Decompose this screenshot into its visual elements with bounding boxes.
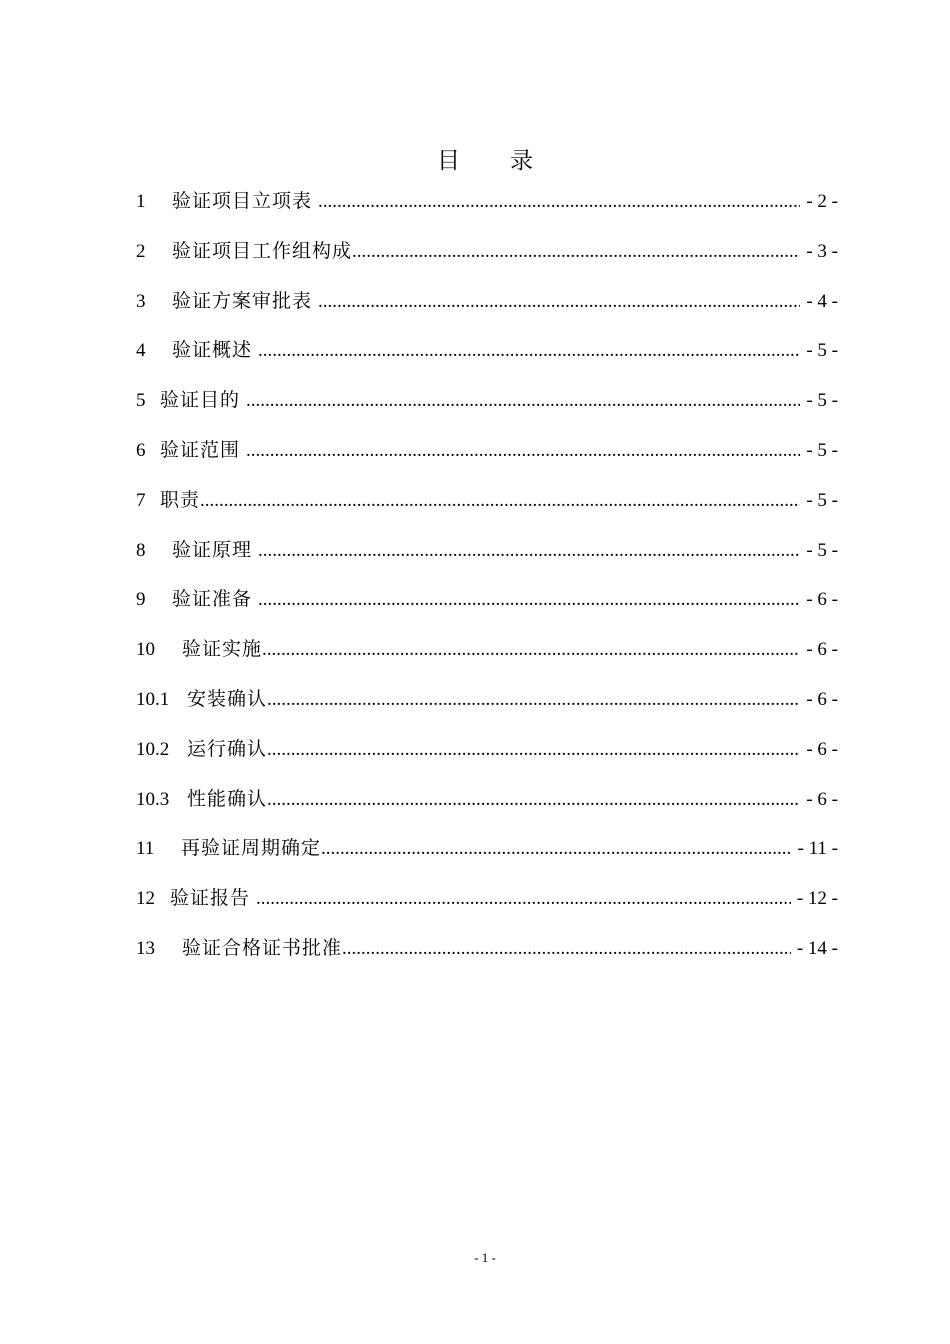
toc-dot-leader — [258, 585, 800, 615]
toc-entry-title: 验证合格证书批准 — [182, 936, 343, 959]
toc-entry-title: 性能确认 — [187, 787, 268, 810]
toc-dot-leader — [258, 536, 800, 566]
toc-entry-page: - 4 - — [806, 290, 838, 312]
toc-dot-leader — [342, 934, 791, 964]
toc-entry-page: - 2 - — [806, 191, 838, 212]
toc-entry-page: - 6 - — [806, 688, 838, 710]
table-of-contents — [136, 186, 838, 983]
toc-entry-number: 4 — [136, 340, 146, 362]
toc-entry[interactable] — [136, 933, 838, 983]
toc-entry[interactable] — [136, 385, 838, 435]
toc-entry[interactable] — [136, 634, 838, 684]
title-char-left: 目 — [437, 148, 460, 174]
toc-entry-title: 验证概述 — [172, 339, 253, 362]
toc-entry-title: 验证范围 — [160, 438, 241, 461]
toc-entry[interactable] — [136, 734, 838, 784]
toc-dot-leader — [256, 884, 791, 914]
toc-dot-leader — [267, 735, 800, 765]
toc-entry-title: 安装确认 — [187, 687, 268, 710]
toc-entry-page: - 6 - — [806, 589, 838, 611]
toc-entry-title: 验证报告 — [170, 887, 251, 910]
toc-entry-title: 验证准备 — [172, 588, 253, 611]
toc-entry[interactable] — [136, 286, 838, 336]
toc-entry-title: 运行确认 — [187, 737, 268, 760]
toc-dot-leader — [318, 287, 800, 317]
toc-entry-title: 验证方案审批表 — [172, 289, 313, 312]
toc-entry-title: 验证目的 — [160, 389, 241, 412]
toc-entry-number: 8 — [136, 539, 146, 561]
toc-dot-leader — [318, 187, 800, 217]
toc-entry[interactable] — [136, 236, 838, 286]
title-char-right: 录 — [510, 148, 533, 174]
toc-entry[interactable] — [136, 684, 838, 734]
toc-entry-number: 9 — [136, 589, 146, 611]
toc-entry-number: 5 — [136, 390, 146, 412]
toc-dot-leader — [262, 635, 800, 665]
toc-entry-number: 10.2 — [136, 738, 170, 760]
toc-entry-page: - 5 - — [806, 340, 838, 362]
toc-entry-page: - 5 - — [806, 539, 838, 561]
toc-entry-title: 职责 — [160, 488, 201, 511]
toc-dot-leader — [267, 685, 800, 715]
toc-entry-page: - 14 - — [796, 937, 838, 959]
toc-entry-number: 10.1 — [136, 688, 170, 710]
toc-entry[interactable] — [136, 435, 838, 485]
toc-dot-leader — [258, 336, 800, 366]
toc-entry-title: 验证项目工作组构成 — [172, 239, 353, 262]
toc-entry[interactable] — [136, 883, 838, 933]
toc-entry-number: 10 — [136, 639, 155, 661]
toc-entry-number: 11 — [136, 838, 155, 860]
toc-entry-page: - 5 - — [806, 439, 838, 461]
toc-entry-title: 验证项目立项表 — [172, 190, 313, 212]
toc-entry-number: 1 — [136, 191, 146, 212]
toc-entry-page: - 5 - — [806, 390, 838, 412]
toc-entry[interactable] — [136, 186, 838, 236]
toc-dot-leader — [267, 785, 800, 815]
toc-entry-page: - 6 - — [806, 639, 838, 661]
toc-entry-number: 12 — [136, 888, 155, 910]
toc-dot-leader — [200, 486, 800, 516]
toc-entry-number: 10.3 — [136, 788, 170, 810]
toc-entry[interactable] — [136, 485, 838, 535]
page-title — [0, 142, 950, 175]
toc-entry[interactable] — [136, 535, 838, 585]
toc-entry[interactable] — [136, 784, 838, 834]
page-number-footer: - 1 - — [474, 1250, 496, 1265]
toc-entry-title: 再验证周期确定 — [181, 837, 322, 860]
toc-entry-number: 6 — [136, 439, 146, 461]
toc-dot-leader — [321, 834, 792, 864]
toc-entry-number: 13 — [136, 937, 155, 959]
toc-entry-page: - 5 - — [806, 489, 838, 511]
toc-entry-page: - 6 - — [806, 788, 838, 810]
toc-entry-page: - 12 - — [796, 888, 838, 910]
toc-entry-page: - 6 - — [806, 738, 838, 760]
toc-entry-number: 3 — [136, 290, 146, 312]
toc-entry-number: 7 — [136, 489, 146, 511]
toc-dot-leader — [352, 237, 800, 267]
toc-entry-number: 2 — [136, 240, 146, 262]
toc-dot-leader — [246, 386, 800, 416]
toc-entry[interactable] — [136, 584, 838, 634]
toc-entry-page: - 11 - — [797, 838, 838, 860]
toc-entry[interactable] — [136, 833, 838, 883]
toc-entry-title: 验证原理 — [172, 538, 253, 561]
toc-entry[interactable] — [136, 335, 838, 385]
toc-entry-title: 验证实施 — [182, 638, 263, 661]
toc-entry-page: - 3 - — [806, 240, 838, 262]
toc-dot-leader — [246, 436, 800, 466]
